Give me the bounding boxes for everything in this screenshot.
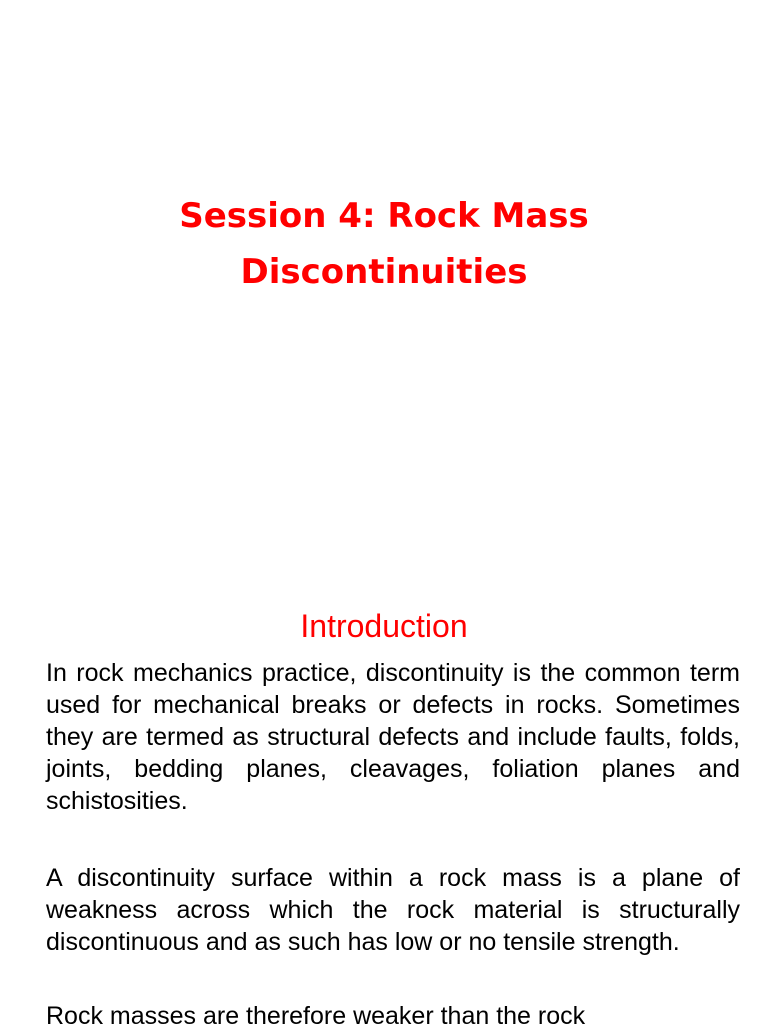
slide-title-line-2: Discontinuities xyxy=(240,252,528,292)
intro-paragraph-1: In rock mechanics practice, discontinuity is the common term used for mechanical breaks or defects in rocks. Sometimes they are termed as structural defects and include faults, folds, joints, bedding planes, cleavages, foliation planes and schistosities. xyxy=(46,659,740,815)
introduction-heading: Introduction xyxy=(300,608,468,644)
intro-paragraph-3: Rock masses are therefore weaker than the rock xyxy=(46,1002,586,1024)
slide-title xyxy=(60,188,708,300)
intro-paragraph-2: A discontinuity surface within a rock mass is a plane of weakness across which the rock material is structurally discontinuous and as such has low or no tensile strength. xyxy=(46,864,740,956)
slide-title-line-1: Session 4: Rock Mass xyxy=(179,196,589,236)
